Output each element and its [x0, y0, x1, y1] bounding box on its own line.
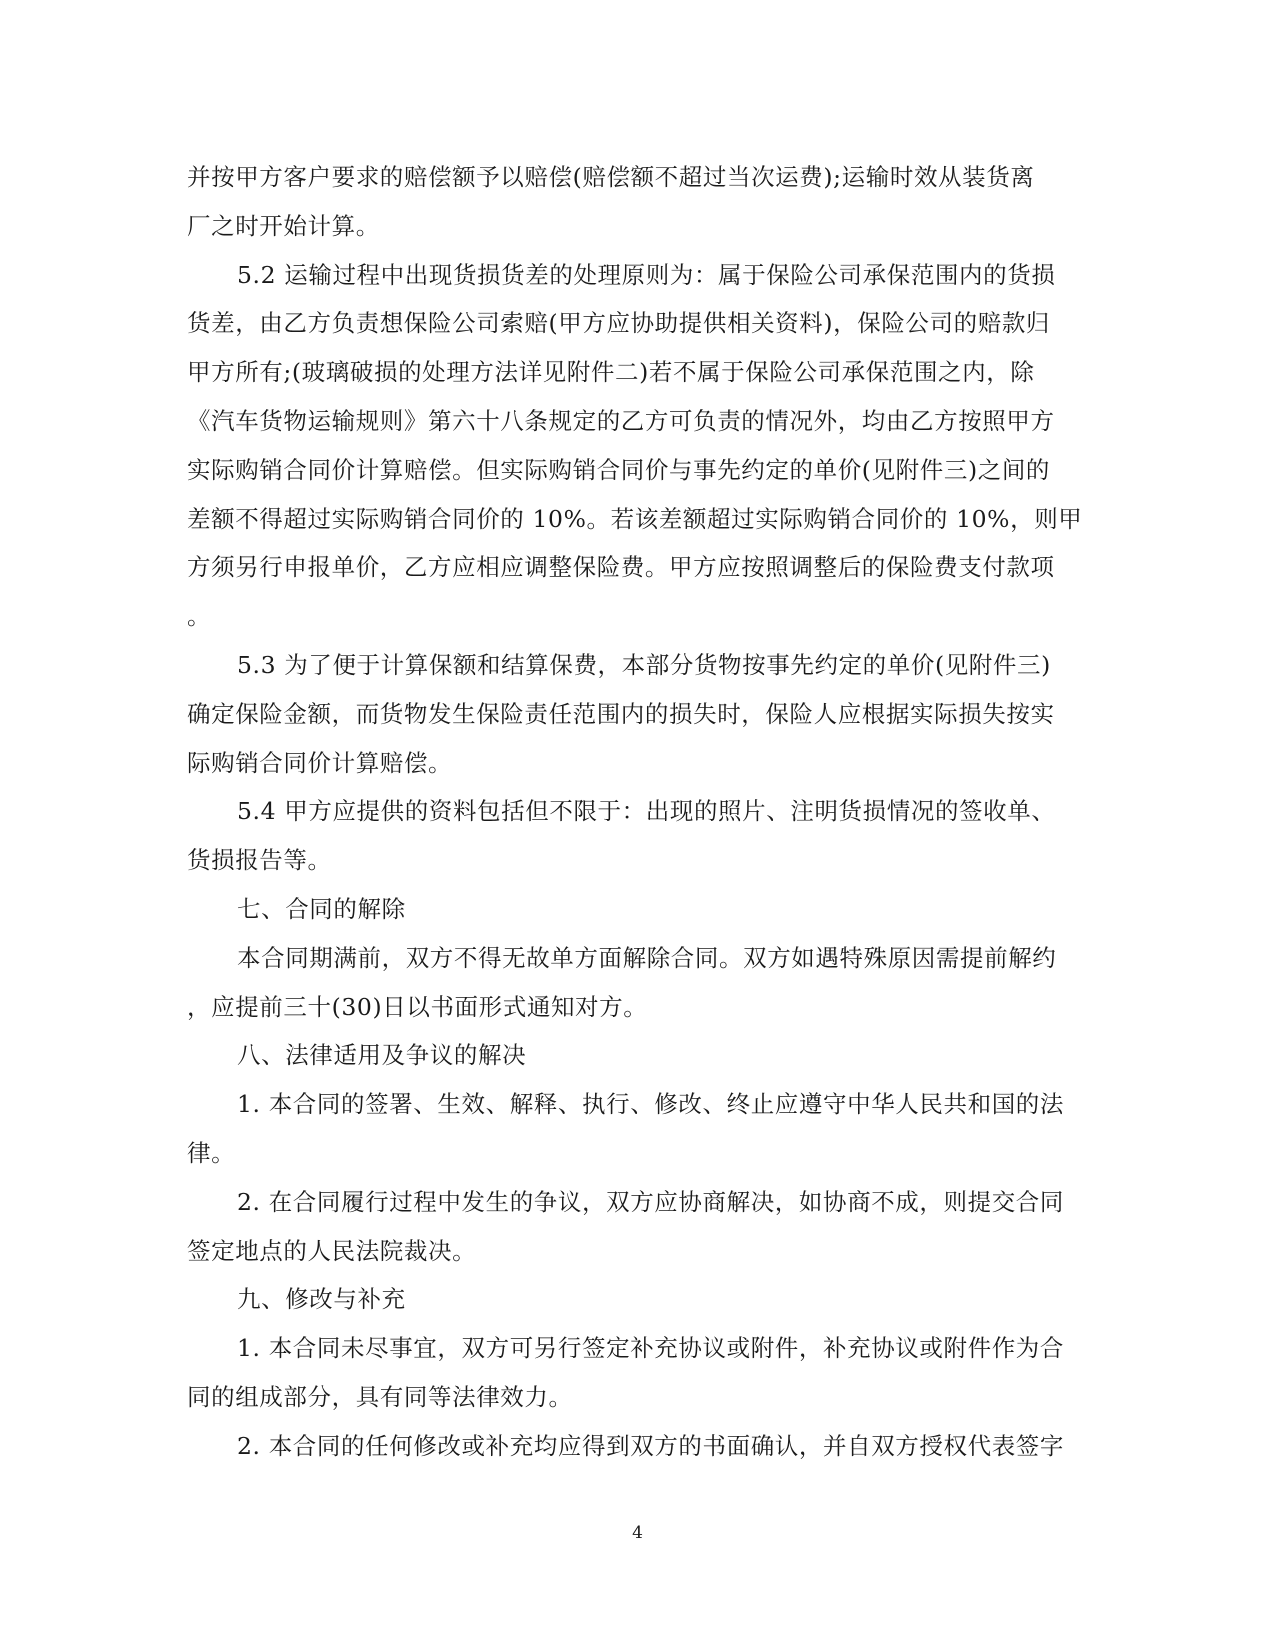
text-line: 货损报告等。 [187, 846, 332, 875]
text-line: 方须另行申报单价，乙方应相应调整保险费。甲方应按照调整后的保险费支付款项 [187, 553, 1055, 582]
text-line: 签定地点的人民法院裁决。 [187, 1236, 477, 1265]
text-line: 本合同期满前，双方不得无故单方面解除合同。双方如遇特殊原因需提前解约 [237, 943, 1057, 972]
text-line: 《汽车货物运输规则》第六十八条规定的乙方可负责的情况外，均由乙方按照甲方 [187, 406, 1055, 435]
text-line: 同的组成部分，具有同等法律效力。 [187, 1382, 573, 1411]
text-line: 际购销合同价计算赔偿。 [187, 748, 453, 777]
text-line: 2. 在合同履行过程中发生的争议，双方应协商解决，如协商不成，则提交合同 [237, 1187, 1064, 1216]
text-line: 律。 [187, 1138, 236, 1167]
text-line: 并按甲方客户要求的赔偿额予以赔偿(赔偿额不超过当次运费);运输时效从装货离 [187, 163, 1035, 191]
text-line: 1. 本合同的签署、生效、解释、执行、修改、终止应遵守中华人民共和国的法 [237, 1090, 1064, 1119]
page-number: 4 [632, 1523, 643, 1543]
text-line: 2. 本合同的任何修改或补充均应得到双方的书面确认，并自双方授权代表签字 [237, 1431, 1064, 1460]
document-body [187, 153, 1087, 1471]
section-heading: 七、合同的解除 [237, 894, 406, 923]
text-line: 5.4 甲方应提供的资料包括但不限于：出现的照片、注明货损情况的签收单、 [237, 797, 1056, 826]
text-line: ，应提前三十(30)日以书面形式通知对方。 [187, 992, 648, 1021]
text-line: 1. 本合同未尽事宜，双方可另行签定补充协议或附件，补充协议或附件作为合 [237, 1334, 1064, 1363]
text-line: 实际购销合同价计算赔偿。但实际购销合同价与事先约定的单价(见附件三)之间的 [187, 455, 1051, 484]
text-line: 差额不得超过实际购销合同价的 10%。若该差额超过实际购销合同价的 10%，则甲 [187, 504, 1083, 533]
text-line: 厂之时开始计算。 [187, 211, 380, 240]
section-heading: 八、法律适用及争议的解决 [237, 1041, 527, 1070]
text-line: 货差，由乙方负责想保险公司索赔(甲方应协助提供相关资料)，保险公司的赔款归 [187, 309, 1051, 338]
text-line: 确定保险金额，而货物发生保险责任范围内的损失时，保险人应根据实际损失按实 [187, 699, 1055, 728]
text-line: 5.3 为了便于计算保额和结算保费，本部分货物按事先约定的单价(见附件三) [237, 650, 1051, 679]
section-heading: 九、修改与补充 [237, 1285, 406, 1314]
text-line: 甲方所有;(玻璃破损的处理方法详见附件二)若不属于保险公司承保范围之内，除 [187, 358, 1035, 387]
text-line: 5.2 运输过程中出现货损货差的处理原则为：属于保险公司承保范围内的货损 [237, 260, 1056, 289]
text-line: 。 [187, 602, 212, 631]
